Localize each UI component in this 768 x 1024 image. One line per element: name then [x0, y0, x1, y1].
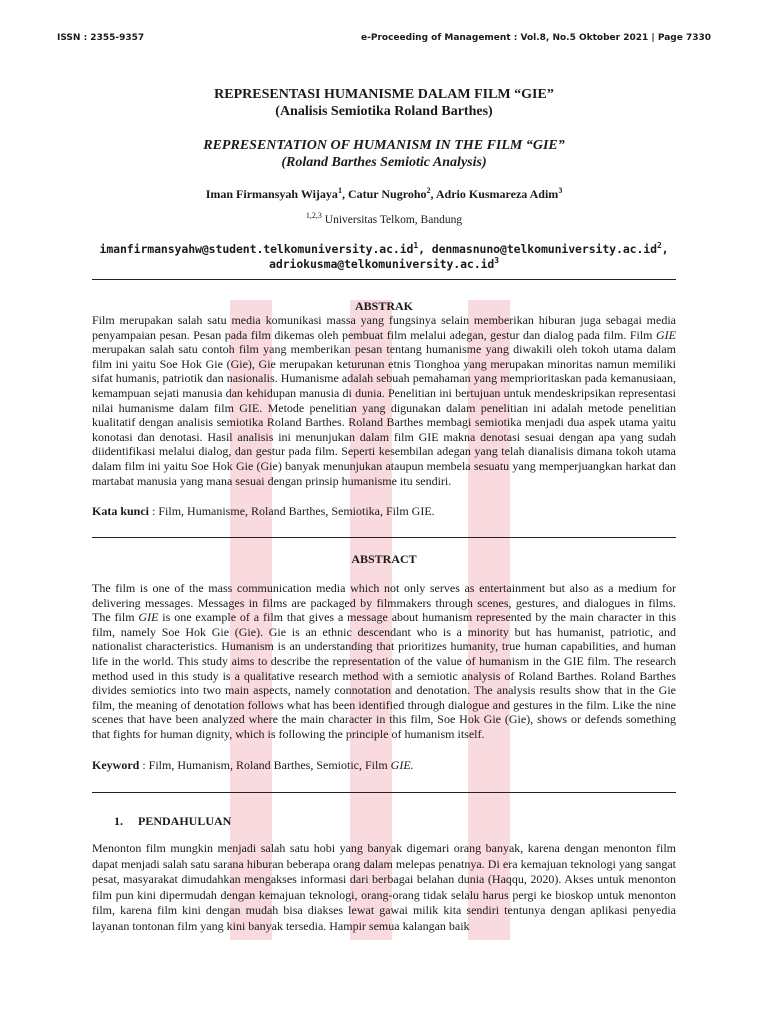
affiliation-name: Universitas Telkom, Bandung — [321, 214, 463, 226]
affiliation-marker: 1,2,3 — [305, 211, 322, 221]
keywords-text: : Film, Humanisme, Roland Barthes, Semiotika, Film GIE. — [149, 504, 435, 518]
author-separator: , — [430, 187, 436, 201]
abstrak-text: merupakan salah satu contoh film yang memberikan pesan tentang humanisme yang diwakili oleh tokoh utama dalam film ini yaitu Soe Hok Gie (Gie), Gie merupakan keturunan etnis Tionghoa yang merupakan minoritas namun memiliki sifat humanis, patriotik dan nasionalis. Humanisme adalah sebuah pemahaman yang memprioritaskan pada kemanusiaan, kemampuan sejati manusia dan kehidupan manusia di dunia. Penelitian ini bertujuan untuk mendeskripsikan representasi nilai humanisme dalam film GIE. Metode penelitian yang digunakan dalam penelitian ini adalah metode penelitian kualitatif dengan analisis semiotika Roland Barthes. Roland Barthes membagi semiotika menjadi dua aspek utama yaitu konotasi dan denotasi. Hasil analisis ini menunjukan dalam film GIE makna denotasi sesuai dengan apa yang sudah diidentifikasi melalui dialog, dan gestur pada film. Seperti kesembilan adegan yang telah dianalisis dimana tokoh utama dalam film ini yaitu Soe Hok Gie (Gie) banyak menunjukan ataupun membela sesuatu yang memperjuangkan harkat dan martabat manusia yang mana sesuai dengan prinsip humanisme itu sendiri. — [92, 342, 676, 488]
section-heading — [114, 814, 231, 829]
email-line1 — [0, 242, 768, 257]
journal-citation: e-Proceeding of Management : Vol.8, No.5 Oktober 2021 | Page 7330 — [361, 33, 711, 43]
keywords-label: Kata kunci — [92, 504, 150, 518]
issn-label: ISSN : 2355-9357 — [57, 33, 145, 43]
title-indonesian-line1: REPRESENTASI HUMANISME DALAM FILM “GIE” — [214, 87, 554, 102]
title-english-line2: (Roland Barthes Semiotic Analysis) — [281, 155, 487, 170]
title-english-line1: REPRESENTATION OF HUMANISM IN THE FILM “GIE” — [203, 138, 565, 153]
email-separator: , — [418, 242, 432, 256]
abstract-keywords — [92, 758, 676, 773]
email-line2 — [0, 257, 768, 272]
section-body: Menonton film mungkin menjadi salah satu hobi yang banyak digemari orang banyak, karena dengan menonton film dapat menjadi salah satu sarana hiburan beberapa orang dalam melepas penatnya. Di era kemajuan teknologi yang sangat pesat, masyarakat dimudahkan mengakses informasi dari berbagai belahan dunia (Haqqu, 2020). Akses untuk menonton film pun kini dipermudah dengan kemajuan teknologi, orang-orang tidak selalu harus pergi ke bioskop untuk menonton film, karena film kini dengan mudah bisa diakses lewat gawai milik kita sendiri tentunya dengan aplikasi penyedia layanan tontonan film yang kini banyak tersedia. Hampir semua kalangan baik — [92, 841, 676, 933]
author-separator: , — [341, 187, 348, 201]
abstract-heading: ABSTRACT — [351, 552, 417, 566]
author-affiliation-marker: 2 — [426, 186, 431, 195]
email-separator: , — [661, 242, 669, 256]
title-english — [0, 137, 768, 171]
email-link[interactable]: adriokusma@telkomuniversity.ac.id — [269, 257, 495, 271]
title-indonesian — [0, 86, 768, 120]
abstract-body — [92, 581, 676, 742]
abstrak-keywords — [92, 504, 676, 519]
author-name: Adrio Kusmareza Adim — [435, 187, 559, 201]
author-list — [0, 187, 768, 202]
email-marker: 1 — [413, 241, 419, 251]
film-title: GIE. — [390, 758, 414, 772]
abstrak-body — [92, 313, 676, 488]
section-number: 1. — [114, 814, 123, 828]
film-title: GIE — [138, 610, 159, 625]
section-title: PENDAHULUAN — [138, 814, 232, 828]
author-affiliation-marker: 3 — [558, 186, 563, 195]
abstract-text: The film is one of the mass communication media which not only serves as entertainment but also as a medium for delivering messages. Messages in films are packaged by filmmakers through scenes, gestures, and dialogues in films. The film — [92, 581, 676, 625]
film-title: GIE — [656, 327, 676, 342]
author-affiliation-marker: 1 — [337, 186, 342, 195]
author-name: Catur Nugroho — [347, 187, 427, 201]
email-link[interactable]: imanfirmansyahw@student.telkomuniversity.ac.id — [99, 242, 414, 256]
email-link[interactable]: denmasnuno@telkomuniversity.ac.id — [431, 242, 657, 256]
divider — [92, 792, 676, 793]
author-emails — [0, 242, 768, 272]
page-header — [57, 33, 711, 45]
abstrak-text: Film merupakan salah satu media komunikasi massa yang fungsinya selain memberikan hiburan juga sebagai media penyampaian pesan. Pesan pada film dikemas oleh pembuat film melalui adegan, gestur dan dialog pada film. Film — [92, 313, 676, 342]
title-indonesian-line2: (Analisis Semiotika Roland Barthes) — [275, 104, 493, 119]
keywords-label: Keyword — [92, 758, 140, 772]
author-name: Iman Firmansyah Wijaya — [205, 187, 338, 201]
email-marker: 2 — [656, 241, 662, 251]
abstrak-heading: ABSTRAK — [354, 299, 413, 313]
divider — [92, 279, 676, 280]
keywords-text: : Film, Humanism, Roland Barthes, Semiotic, Film — [139, 758, 391, 772]
abstract-text: is one example of a film that gives a message about humanism represented by the main character in this film, namely Soe Hok Gie (Gie). Gie is an ethnic descendant who is a minority but has humanist, patriotic, and nationalist characteristics. Humanism is an understanding that prioritizes humanity, true human capabilities, and human life in the world. This study aims to describe the representation of the value of humanism in the GIE film. The research method used in this study is a qualitative research method with a semiotic analysis of Roland Barthes. Roland Barthes divides semiotics into two main aspects, namely connotation and denotation. The analysis results show that in the Gie film, the meaning of denotation follows what has been identified through dialogue and gestures in the film. Like the nine scenes that have been analyzed where the main character in this film, Soe Hok Gie (Gie), shows or defends something that fights for human dignity, which is following the principle of humanism itself. — [92, 610, 677, 741]
affiliation — [0, 211, 768, 226]
divider — [92, 537, 676, 538]
email-marker: 3 — [494, 256, 499, 266]
